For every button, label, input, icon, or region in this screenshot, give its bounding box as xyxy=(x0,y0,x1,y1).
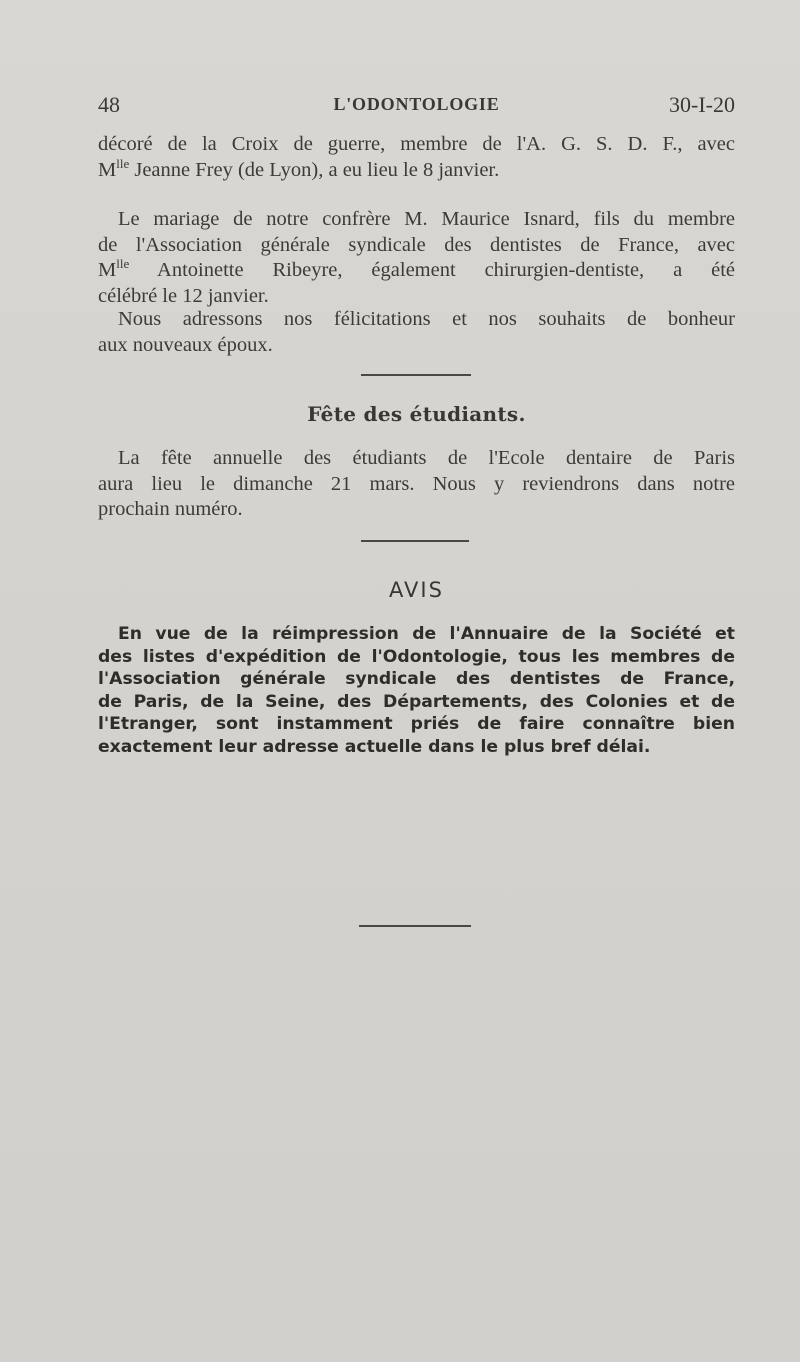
text-line: de l'Association générale syndicale des dentistes de France, avec xyxy=(98,233,735,256)
superscript: lle xyxy=(116,256,130,271)
paragraph-avis xyxy=(98,623,735,758)
text-line: prochain numéro. xyxy=(98,498,243,520)
end-divider xyxy=(359,925,471,927)
paragraph-mariage xyxy=(98,207,735,309)
superscript: lle xyxy=(116,155,130,171)
text-line: de Paris, de la Seine, des Départements, des Colonies et de xyxy=(98,691,735,712)
running-head xyxy=(98,92,735,122)
text-line: célébré le 12 janvier. xyxy=(98,284,269,307)
paragraph-decore xyxy=(98,132,735,183)
text-line: En vue de la réimpression de l'Annuaire de la Société et xyxy=(118,624,735,644)
issue-date: 30-I-20 xyxy=(669,92,735,117)
text-line: La fête annuelle des étudiants de l'Ecole dentaire de Paris xyxy=(118,447,735,469)
paragraph-fete xyxy=(98,446,735,523)
journal-title: L'ODONTOLOGIE xyxy=(333,94,500,114)
text-line: décoré de la Croix de guerre, membre de l'A. G. S. D. F., avec xyxy=(98,133,735,155)
text-line: Nous adressons nos félicitations et nos souhaits de bonheur xyxy=(118,308,735,330)
text-line: l'Etranger, sont instamment priés de faire connaître bien xyxy=(98,714,735,734)
section-divider xyxy=(361,374,471,376)
page-number: 48 xyxy=(98,92,120,117)
text-line: aux nouveaux époux. xyxy=(98,333,273,356)
text-line: $M^{lle}$ Jeanne Frey (de Lyon), a eu lieu le 8 janvier. xyxy=(98,155,500,181)
text-line: des listes d'expédition de l'Odontologie, tous les membres de xyxy=(98,646,735,667)
text-line: exactement leur adresse actuelle dans le plus bref délai. xyxy=(98,736,651,757)
section-title-avis: AVIS xyxy=(389,578,444,602)
paragraph-felicitations xyxy=(98,307,735,358)
text-line: Le mariage de notre confrère M. Maurice Isnard, fils du membre xyxy=(118,208,735,230)
text-line: $M^{lle}$ Antoinette Ribeyre, également chirurgien-dentiste, a été xyxy=(98,256,735,281)
section-divider xyxy=(361,540,469,542)
text-line: aura lieu le dimanche 21 mars. Nous y reviendrons dans notre xyxy=(98,472,735,495)
section-title-fete: Fête des étudiants. xyxy=(307,402,526,426)
text-line: l'Association générale syndicale des dentistes de France, xyxy=(98,669,735,689)
